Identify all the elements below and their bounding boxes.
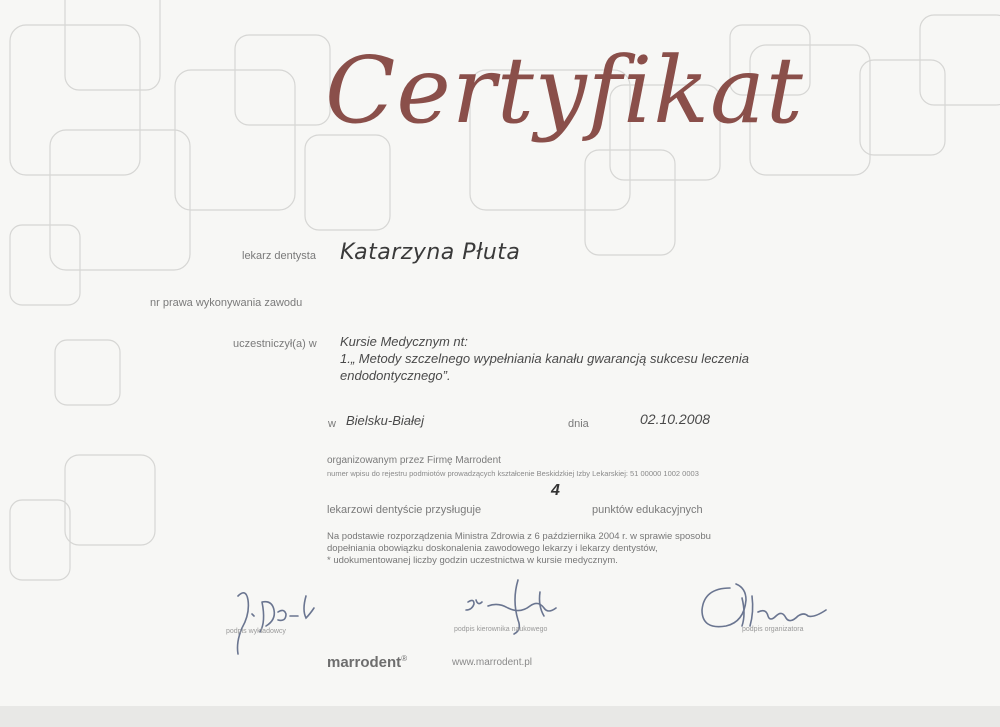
scan-bottom-edge: [0, 706, 1000, 727]
brand-name: marrodent: [327, 654, 402, 671]
course-title-line2: 1.„ Metody szczelnego wypełniania kanału gwarancją sukcesu leczenia: [340, 351, 750, 366]
course-title-line3: endodontycznego”.: [340, 368, 451, 383]
date-label: dnia: [568, 418, 589, 430]
lecturer-signature-label: podpis wykładowcy: [226, 628, 286, 635]
points-value: 4: [551, 482, 560, 499]
registry-line: numer wpisu do rejestru podmiotów prowadzących kształcenie Beskidzkiej Izby Lekarskiej: 51 00000 1002 0003: [327, 469, 699, 478]
scientific-director-signature: [466, 600, 482, 610]
legal-line3: * udokumentowanej liczby godzin uczestnictwa w kursie medycznym.: [327, 555, 618, 566]
scientific-director-signature-label: podpis kierownika naukowego: [454, 626, 548, 633]
profession-label: lekarz dentysta: [242, 250, 316, 262]
license-number-label: nr prawa wykonywania zawodu: [150, 297, 303, 309]
legal-line2: dopełniania obowiązku doskonalenia zawodowego lekarzy i lekarzy dentystów,: [327, 543, 658, 554]
points-prefix: lekarzowi dentyście przysługuje: [327, 504, 482, 516]
organizer-signature: [702, 584, 746, 627]
points-suffix: punktów edukacyjnych: [592, 504, 703, 516]
certificate-title: Certyfikat: [325, 37, 804, 144]
course-date: 02.10.2008: [640, 411, 711, 427]
course-title-line1: Kursie Medycznym nt:: [340, 334, 468, 349]
course-place: Bielsku-Białej: [346, 413, 425, 428]
lecturer-signature: [238, 593, 249, 654]
brand-website: www.marrodent.pl: [452, 657, 533, 668]
organizer-line: organizowanym przez Firmę Marrodent: [327, 455, 501, 466]
participated-label: uczestniczył(a) w: [233, 338, 317, 350]
place-prefix: w: [328, 418, 336, 430]
legal-line1: Na podstawie rozporządzenia Ministra Zdrowia z 6 października 2004 r. w sprawie sposobu: [327, 531, 711, 542]
brand-logo: [327, 654, 407, 671]
recipient-name: Katarzyna Płuta: [340, 240, 521, 265]
registered-mark: ®: [401, 654, 408, 663]
organizer-signature-label: podpis organizatora: [742, 626, 804, 633]
